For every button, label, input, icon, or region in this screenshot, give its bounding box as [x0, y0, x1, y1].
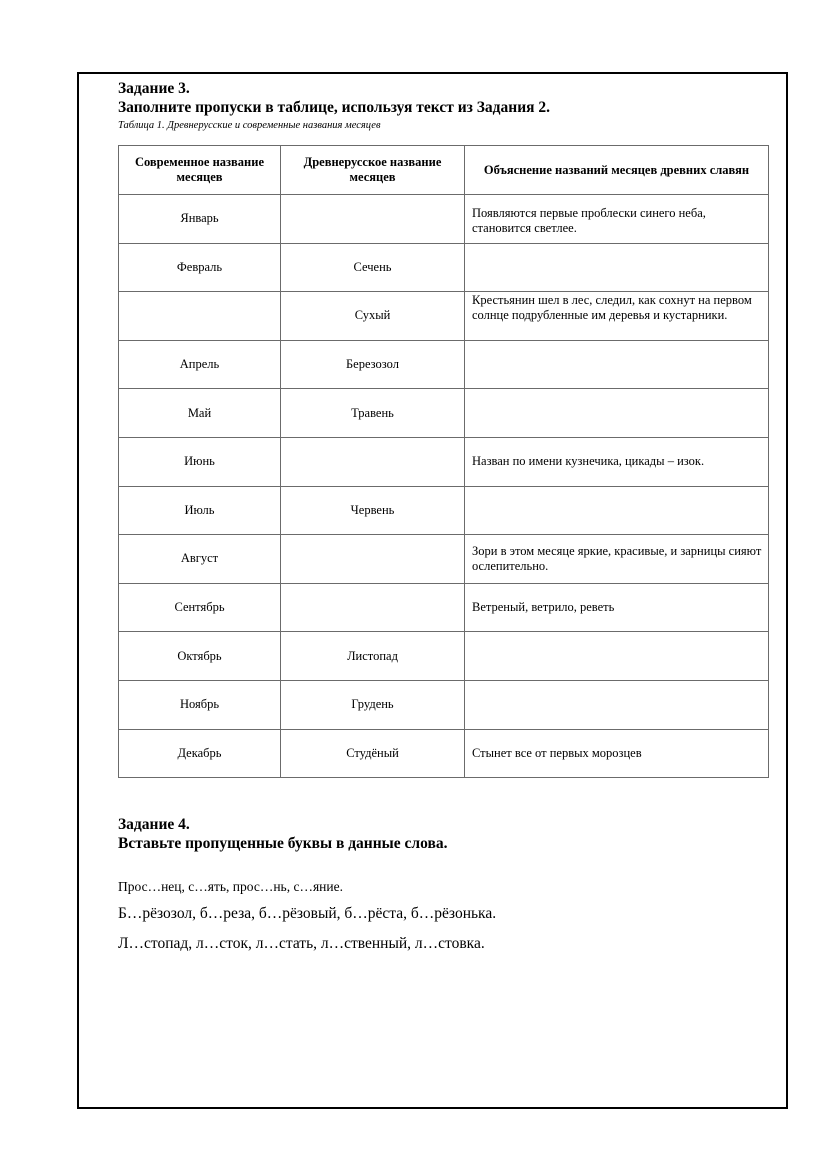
table-row [119, 243, 769, 292]
task3-title: Задание 3. [118, 80, 190, 97]
cell-explanation-blank[interactable] [465, 632, 769, 681]
table-row [119, 195, 769, 244]
table-row [119, 632, 769, 681]
explanation-text: Назван по имени кузнечика, цикады – изок. [472, 454, 705, 469]
cell-old: Березозол [281, 340, 465, 389]
explanation-text [472, 341, 762, 352]
cell-modern-blank[interactable] [119, 292, 281, 341]
cell-modern: Июнь [119, 437, 281, 486]
header-explanation: Объяснение названий месяцев древних славян [465, 146, 769, 195]
cell-explanation-blank[interactable] [465, 680, 769, 729]
explanation-text [472, 487, 762, 498]
table-row [119, 437, 769, 486]
table-row [119, 680, 769, 729]
table-row [119, 389, 769, 438]
table-row [119, 292, 769, 341]
cell-explanation [465, 195, 769, 244]
table-row [119, 535, 769, 584]
table-row [119, 729, 769, 778]
cell-modern: Август [119, 535, 281, 584]
explanation-text [472, 681, 762, 692]
explanation-text [472, 244, 762, 255]
table-caption: Таблица 1. Древнерусские и современные названия месяцев [118, 120, 381, 131]
cell-explanation-blank[interactable] [465, 389, 769, 438]
cell-modern: Сентябрь [119, 583, 281, 632]
cell-explanation [465, 729, 769, 778]
task4-instruction: Вставьте пропущенные буквы в данные слова. [118, 835, 448, 852]
cell-explanation [465, 535, 769, 584]
cell-old-blank[interactable] [281, 583, 465, 632]
cell-old: Сечень [281, 243, 465, 292]
exercise-line-2: Б…рёзозол, б…реза, б…рёзовый, б…рёста, б…рёзонька. [118, 905, 497, 922]
header-old: Древнерусское название месяцев [281, 146, 465, 195]
cell-old: Студёный [281, 729, 465, 778]
table-row [119, 583, 769, 632]
table-header-row [119, 146, 769, 195]
cell-old: Листопад [281, 632, 465, 681]
explanation-text: Стынет все от первых морозцев [472, 745, 642, 760]
cell-old: Червень [281, 486, 465, 535]
exercise-line-3: Л…стопад, л…сток, л…стать, л…ственный, л…стовка. [118, 935, 485, 952]
cell-old: Сухый [281, 292, 465, 341]
cell-modern: Январь [119, 195, 281, 244]
table-row [119, 340, 769, 389]
cell-modern: Ноябрь [119, 680, 281, 729]
explanation-text [472, 389, 762, 400]
cell-modern: Февраль [119, 243, 281, 292]
cell-modern: Октябрь [119, 632, 281, 681]
task4-title: Задание 4. [118, 816, 190, 833]
cell-explanation [465, 292, 769, 341]
exercise-line-1: Прос…нец, с…ять, прос…нь, с…яние. [118, 879, 343, 894]
explanation-text: Крестьянин шел в лес, следил, как сохнут на первом солнце подрубленные им деревья и кустарники. [472, 293, 752, 323]
cell-explanation [465, 583, 769, 632]
cell-old: Грудень [281, 680, 465, 729]
cell-modern: Апрель [119, 340, 281, 389]
explanation-text: Появляются первые проблески синего неба, становится светлее. [472, 206, 706, 235]
cell-old-blank[interactable] [281, 535, 465, 584]
cell-modern: Декабрь [119, 729, 281, 778]
cell-explanation [465, 437, 769, 486]
task3-instruction: Заполните пропуски в таблице, используя текст из Задания 2. [118, 99, 551, 116]
table-row [119, 486, 769, 535]
explanation-text: Ветреный, ветрило, реветь [472, 600, 615, 615]
cell-explanation-blank[interactable] [465, 486, 769, 535]
cell-old-blank[interactable] [281, 437, 465, 486]
cell-modern: Июль [119, 486, 281, 535]
explanation-text: Зори в этом месяце яркие, красивые, и зарницы сияют ослепительно. [472, 544, 762, 574]
explanation-text [472, 632, 762, 643]
months-table [118, 145, 769, 778]
cell-modern: Май [119, 389, 281, 438]
cell-old-blank[interactable] [281, 195, 465, 244]
cell-explanation-blank[interactable] [465, 243, 769, 292]
header-modern: Современное название месяцев [119, 146, 281, 195]
cell-old: Травень [281, 389, 465, 438]
cell-explanation-blank[interactable] [465, 340, 769, 389]
